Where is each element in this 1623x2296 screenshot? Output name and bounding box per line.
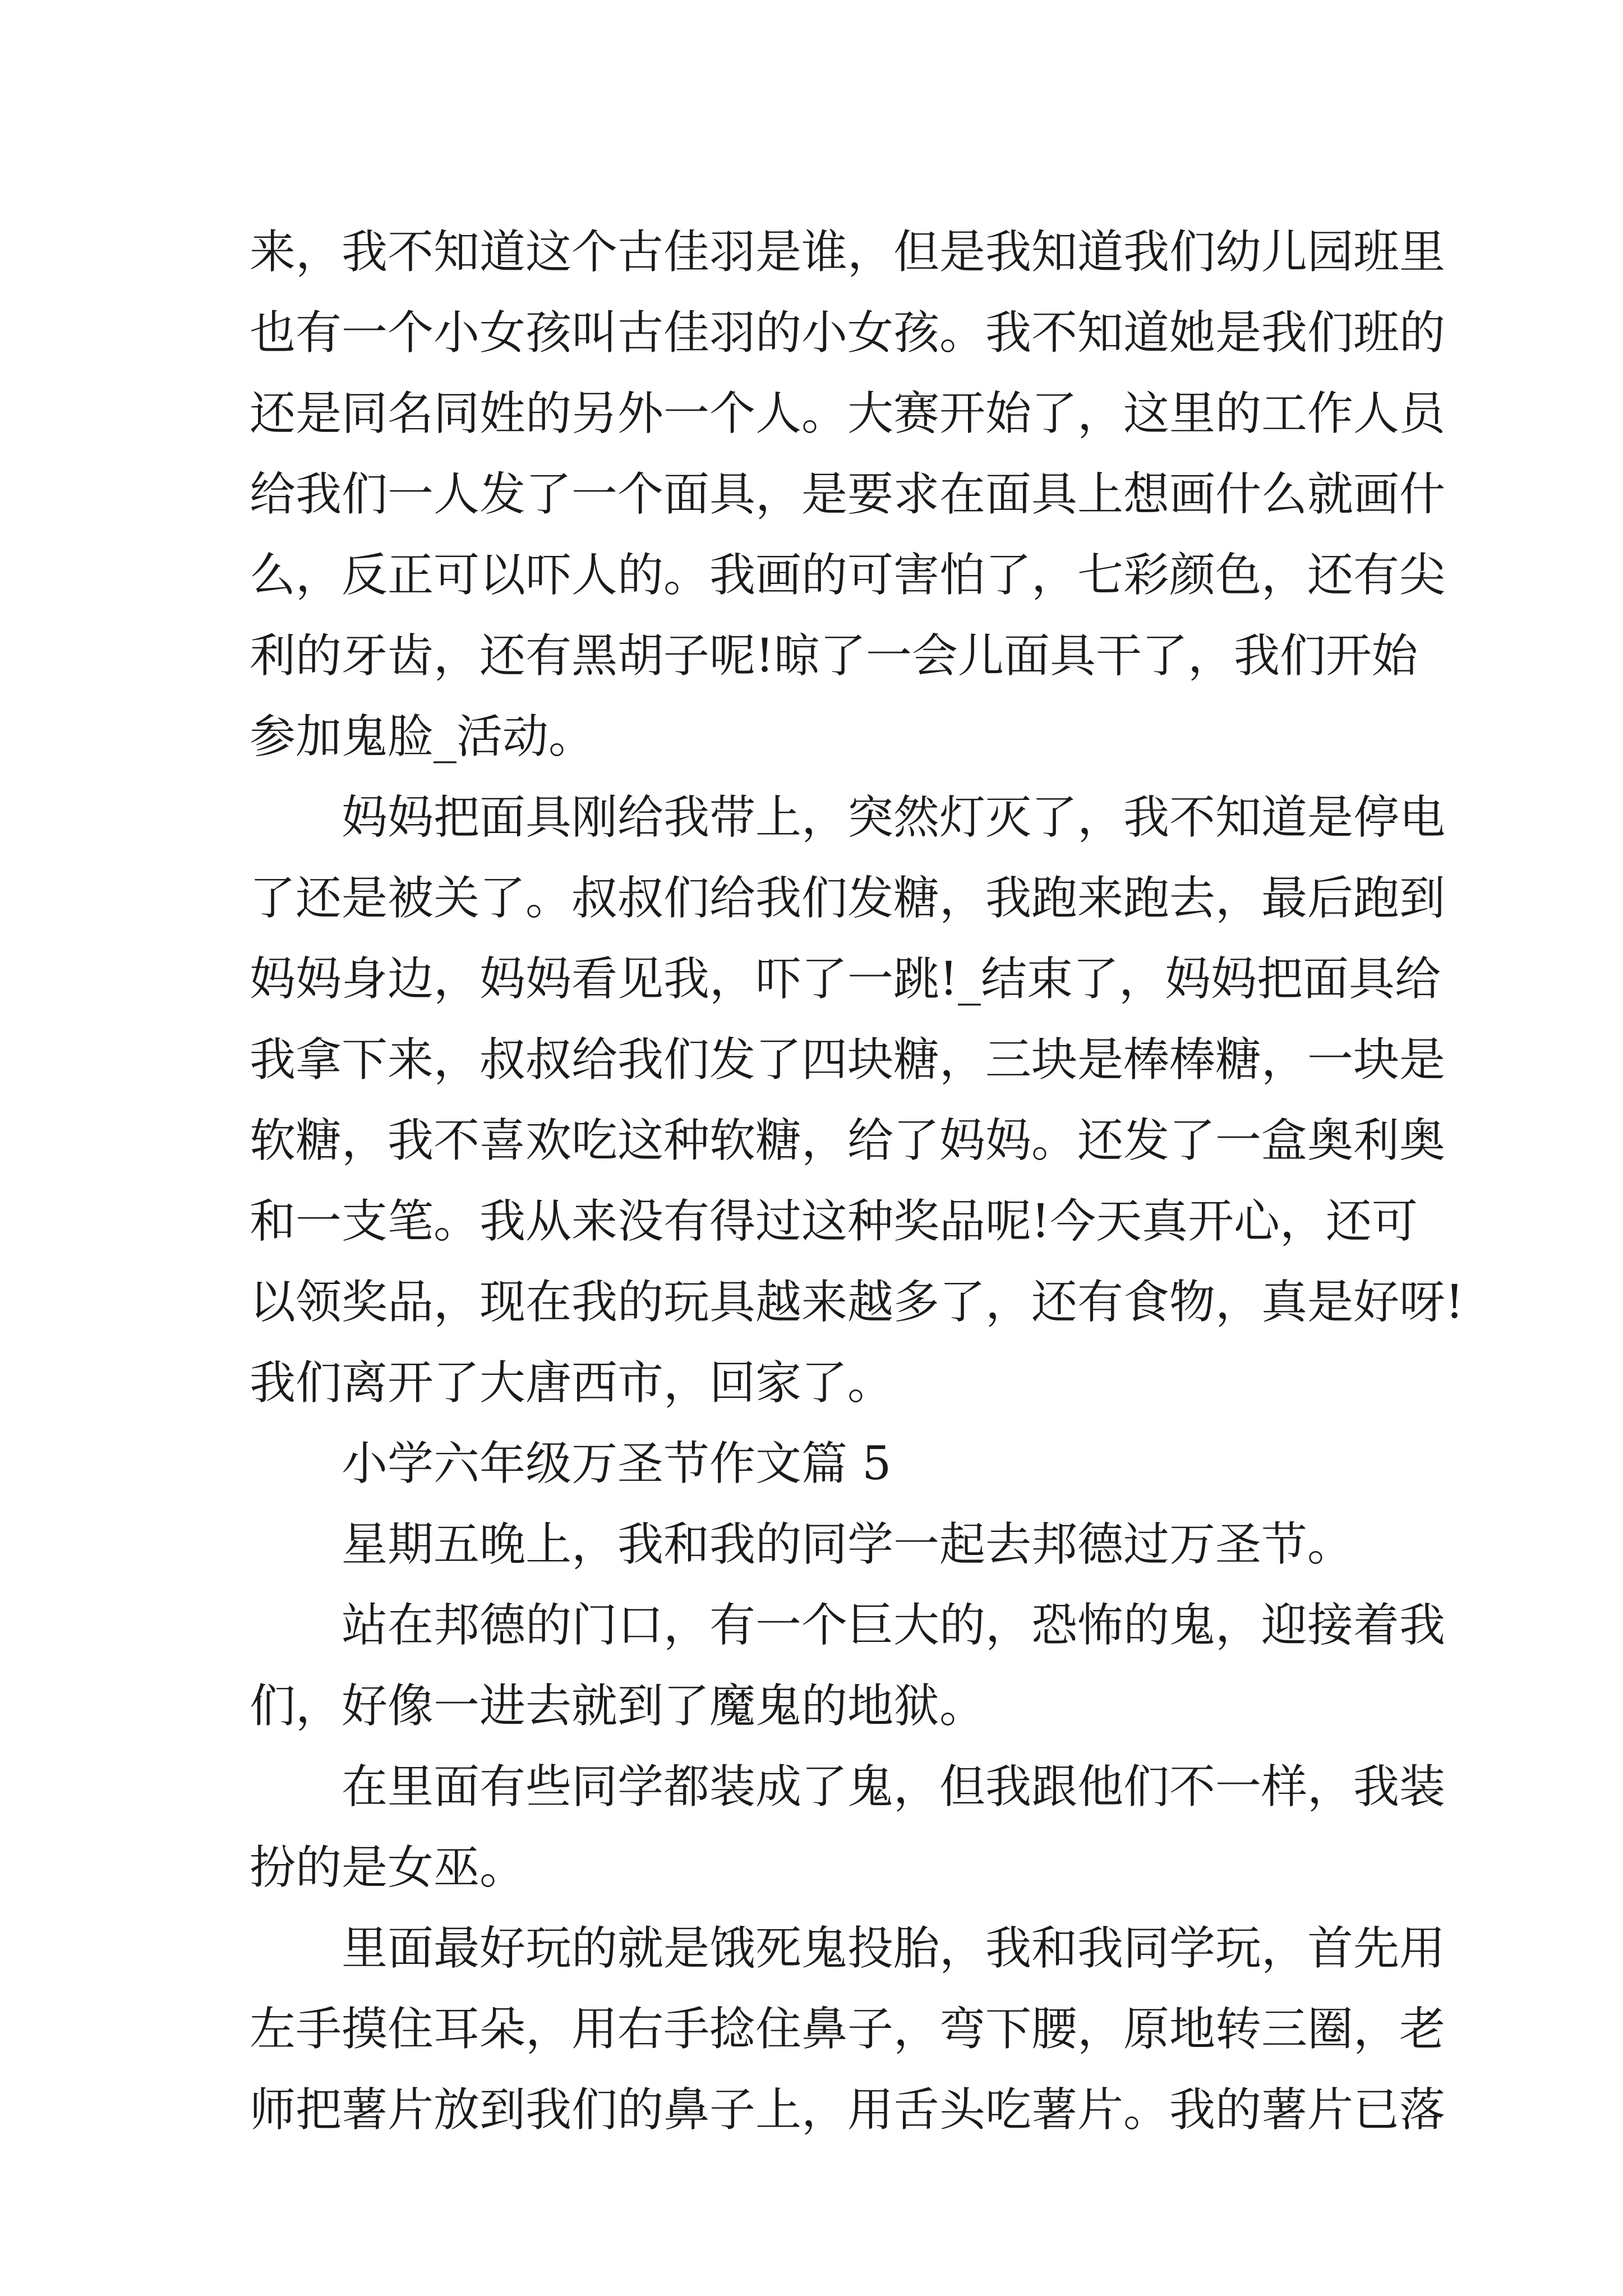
text-line: 利的牙齿，还有黑胡子呢!晾了一会儿面具干了，我们开始 [250, 629, 1418, 683]
text-line: 在里面有些同学都装成了鬼，但我跟他们不一样，我装 [342, 1760, 1446, 1814]
text-line: 还是同名同姓的另外一个人。大赛开始了，这里的工作人员 [250, 387, 1446, 440]
text-line: 们，好像一进去就到了魔鬼的地狱。 [250, 1680, 986, 1733]
text-line: 扮的是女巫。 [250, 1841, 526, 1894]
text-line: 和一支笔。我从来没有得过这种奖品呢!今天真开心，还可 [250, 1195, 1418, 1248]
text-line: 师把薯片放到我们的鼻子上，用舌头吃薯片。我的薯片已落 [250, 2083, 1446, 2137]
text-line: 给我们一人发了一个面具，是要求在面具上想画什么就画什 [250, 468, 1446, 521]
text-line: 里面最好玩的就是饿死鬼投胎，我和我同学玩，首先用 [342, 1922, 1446, 1975]
text-line: 我拿下来，叔叔给我们发了四块糖，三块是棒棒糖，一块是 [250, 1033, 1446, 1087]
text-line: 我们离开了大唐西市，回家了。 [250, 1356, 894, 1410]
text-line: 站在邦德的门口，有一个巨大的，恐怖的鬼，迎接着我 [342, 1599, 1446, 1652]
essay-body [250, 212, 1464, 2151]
text-line: 参加鬼脸_活动。 [250, 710, 595, 763]
text-line: 也有一个小女孩叫古佳羽的小女孩。我不知道她是我们班的 [250, 306, 1446, 360]
text-line: 左手摸住耳朵，用右手捻住鼻子，弯下腰，原地转三圈，老 [250, 2003, 1446, 2056]
text-line: 以领奖品，现在我的玩具越来越多了，还有食物，真是好呀! [250, 1276, 1464, 1329]
text-line: 么，反正可以吓人的。我画的可害怕了，七彩颜色，还有尖 [250, 549, 1446, 602]
text-line: 软糖，我不喜欢吃这种软糖，给了妈妈。还发了一盒奥利奥 [250, 1114, 1446, 1167]
text-line: 来，我不知道这个古佳羽是谁，但是我知道我们幼儿园班里 [250, 226, 1446, 279]
text-line: 妈妈把面具刚给我带上，突然灯灭了，我不知道是停电 [342, 791, 1446, 844]
text-line: 了还是被关了。叔叔们给我们发糖，我跑来跑去，最后跑到 [250, 872, 1446, 925]
text-line: 小学六年级万圣节作文篇 5 [342, 1437, 892, 1490]
text-line: 妈妈身边，妈妈看见我，吓了一跳!_结束了，妈妈把面具给 [250, 953, 1441, 1006]
text-line: 星期五晚上，我和我的同学一起去邦德过万圣节。 [342, 1518, 1354, 1571]
